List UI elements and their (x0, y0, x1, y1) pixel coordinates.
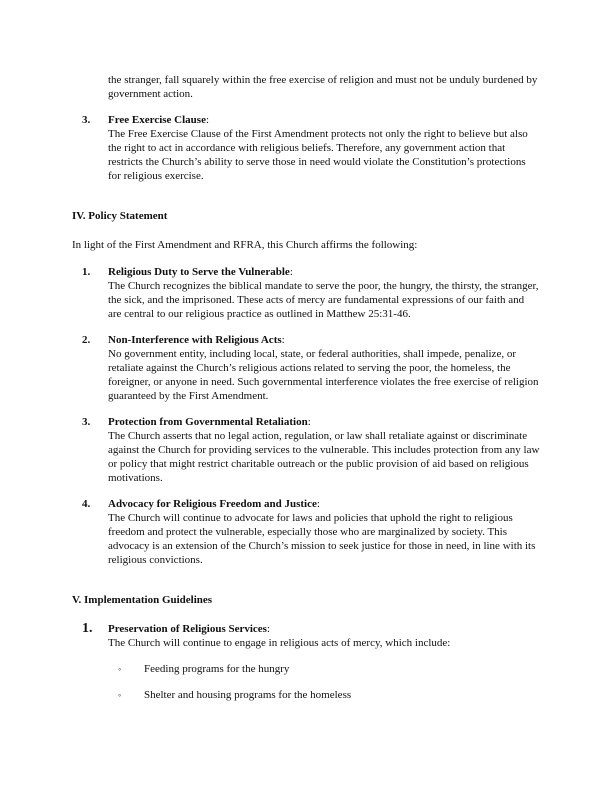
list-number: 1. (82, 266, 91, 278)
bullet-circle-icon: ◦ (118, 690, 122, 700)
title-colon: : (316, 498, 320, 510)
list-item-religious-duty (108, 265, 540, 321)
list-item-advocacy (108, 497, 540, 567)
list-item-protection-retaliation (108, 415, 540, 485)
bullet-circle-icon: ◦ (118, 664, 122, 674)
item-title: Protection from Governmental Retaliation (108, 416, 308, 428)
item-body: The Church will continue to advocate for laws and policies that uphold the right to religious freedom and protect the vulnerable, especially those who are marginalized by society. This advocacy is an extension of the Church’s mission to seek justice for those in need, in line with its religious convictions. (108, 512, 536, 566)
list-number: 2. (82, 334, 91, 346)
section-heading-implementation-guidelines: V. Implementation Guidelines (72, 594, 213, 606)
list-item-preservation-services (108, 622, 540, 650)
item-title: Advocacy for Religious Freedom and Justice (108, 498, 317, 510)
item-body: The Church asserts that no legal action, regulation, or law shall retaliate against or discriminate against the Church for providing services to the vulnerable. This includes protection from any law or policy that might restrict charitable outreach or the public provision of aid based on religious motivations. (108, 430, 540, 484)
item-body: The Free Exercise Clause of the First Amendment protects not only the right to believe but also the right to act in accordance with religious beliefs. Therefore, any government action that restricts the Church’s ability to serve those in need would violate the Constitution’s protections for religious exercise. (108, 128, 528, 182)
item-body: The Church recognizes the biblical mandate to serve the poor, the hungry, the thirsty, the stranger, the sick, and the imprisoned. These acts of mercy are fundamental expressions of our faith and are central to our religious practice as outlined in Matthew 25:31-46. (108, 280, 539, 320)
continuation-paragraph: the stranger, fall squarely within the free exercise of religion and must not be unduly burdened by government action. (108, 74, 538, 100)
list-number: 3. (82, 114, 91, 126)
list-number: 1. (82, 621, 93, 636)
item-body: No government entity, including local, state, or federal authorities, shall impede, penalize, or retaliate against the Church’s religious actions related to serving the poor, the homeless, the foreigner, or anyone in need. Such governmental interference violates the free exercise of religion guaranteed by the First Amendment. (108, 348, 539, 402)
list-number: 4. (82, 498, 91, 510)
section-heading-policy-statement: IV. Policy Statement (72, 210, 168, 222)
title-colon: : (266, 623, 271, 635)
list-number: 3. (82, 416, 91, 428)
item-body: The Church will continue to engage in religious acts of mercy, which include: (108, 637, 451, 649)
bullet-item: Feeding programs for the hungry (144, 663, 290, 675)
list-item-non-interference (108, 333, 540, 403)
title-colon: : (205, 114, 210, 126)
title-colon: : (307, 416, 311, 428)
item-title: Non-Interference with Religious Acts (108, 334, 282, 346)
title-colon: : (281, 334, 285, 346)
item-title: Religious Duty to Serve the Vulnerable (108, 266, 290, 278)
policy-intro: In light of the First Amendment and RFRA, this Church affirms the following: (72, 239, 418, 251)
item-title: Preservation of Religious Services (108, 623, 267, 635)
title-colon: : (289, 266, 293, 278)
item-title: Free Exercise Clause (108, 114, 206, 126)
bullet-item: Shelter and housing programs for the homeless (144, 689, 352, 701)
list-item-free-exercise-clause (108, 113, 540, 183)
